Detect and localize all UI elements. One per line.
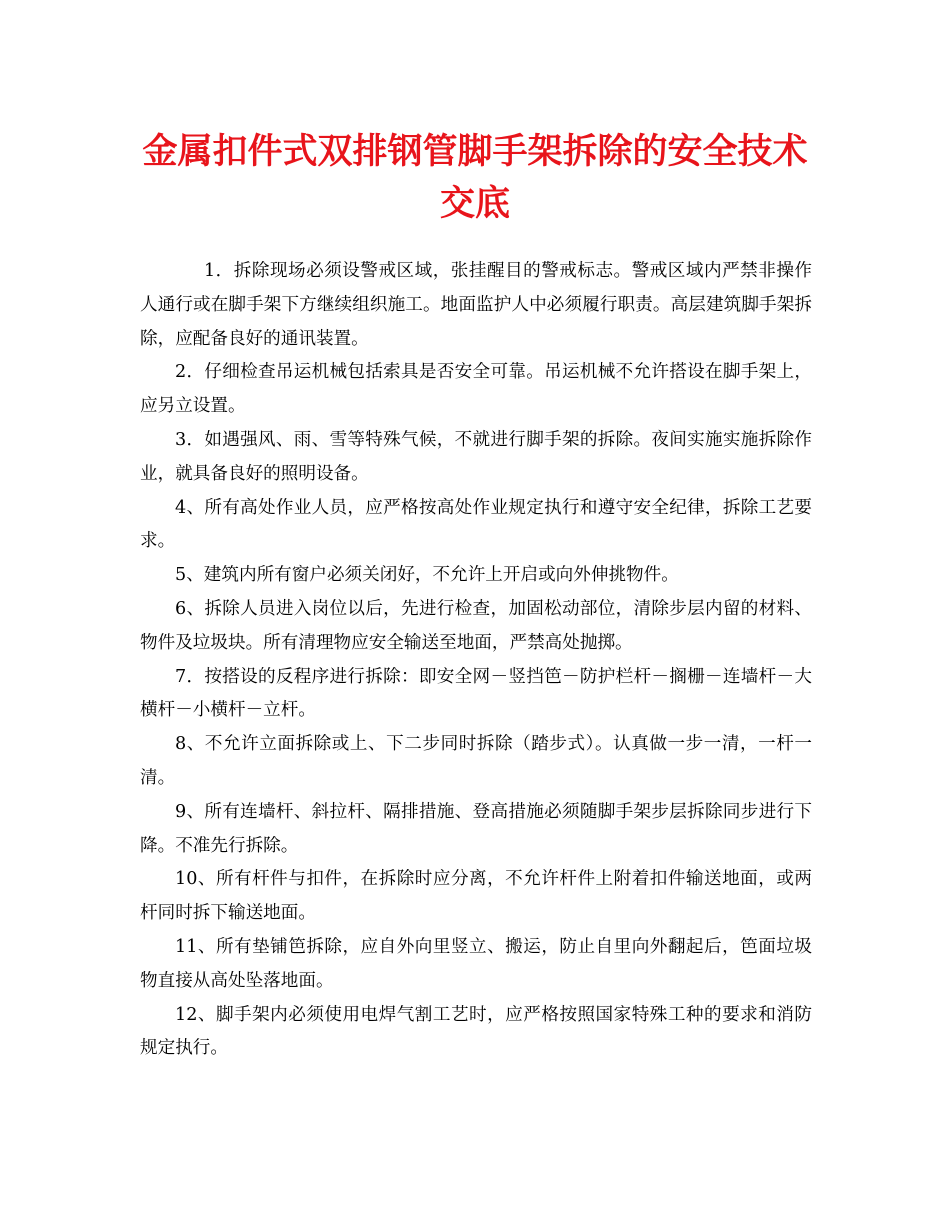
- title-line-1: 金属扣件式双排钢管脚手架拆除的安全技术: [142, 131, 808, 172]
- paragraph-12: 12、脚手架内必须使用电焊气割工艺时，应严格按照国家特殊工种的要求和消防规定执行。: [140, 1004, 812, 1059]
- paragraph-4: 4、所有高处作业人员，应严格按高处作业规定执行和遵守安全纪律，拆除工艺要求。: [140, 497, 812, 552]
- paragraph-8: 8、不允许立面拆除或上、下二步同时拆除（踏步式）。认真做一步一清，一杆一清。: [140, 734, 812, 788]
- paragraph-11: 11、所有垫铺笆拆除，应自外向里竖立、搬运，防止自里向外翻起后，笆面垃圾物直接从高处坠落地面。: [140, 936, 812, 991]
- paragraph-9: 9、所有连墙杆、斜拉杆、隔排措施、登高措施必须随脚手架步层拆除同步进行下降。不准先行拆除。: [140, 801, 812, 856]
- document-title: [120, 126, 830, 230]
- title-line-2: 交底: [439, 183, 510, 224]
- paragraph-10: 10、所有杆件与扣件，在拆除时应分离，不允许杆件上附着扣件输送地面，或两杆同时拆下输送地面。: [140, 869, 812, 924]
- paragraph-7: 7．按搭设的反程序进行拆除：即安全网－竖挡笆－防护栏杆－搁栅－连墙杆－大横杆－小横杆－立杆。: [140, 666, 812, 721]
- paragraph-2: 2．仔细检查吊运机械包括索具是否安全可靠。吊运机械不允许搭设在脚手架上，应另立设置。: [140, 362, 812, 417]
- document-body: [140, 255, 812, 1066]
- paragraph-3: 3．如遇强风、雨、雪等特殊气候，不就进行脚手架的拆除。夜间实施实施拆除作业，就具备良好的照明设备。: [140, 429, 812, 484]
- paragraph-1: 1．拆除现场必须设警戒区域，张挂醒目的警戒标志。警戒区域内严禁非操作人通行或在脚手架下方继续组织施工。地面监护人中必须履行职责。高层建筑脚手架拆除，应配备良好的通讯装置。: [140, 261, 812, 349]
- paragraph-6: 6、拆除人员进入岗位以后，先进行检查，加固松动部位，清除步层内留的材料、物件及垃圾块。所有清理物应安全输送至地面，严禁高处抛掷。: [140, 598, 812, 653]
- paragraph-5: 5、建筑内所有窗户必须关闭好，不允许上开启或向外伸挑物件。: [175, 565, 679, 586]
